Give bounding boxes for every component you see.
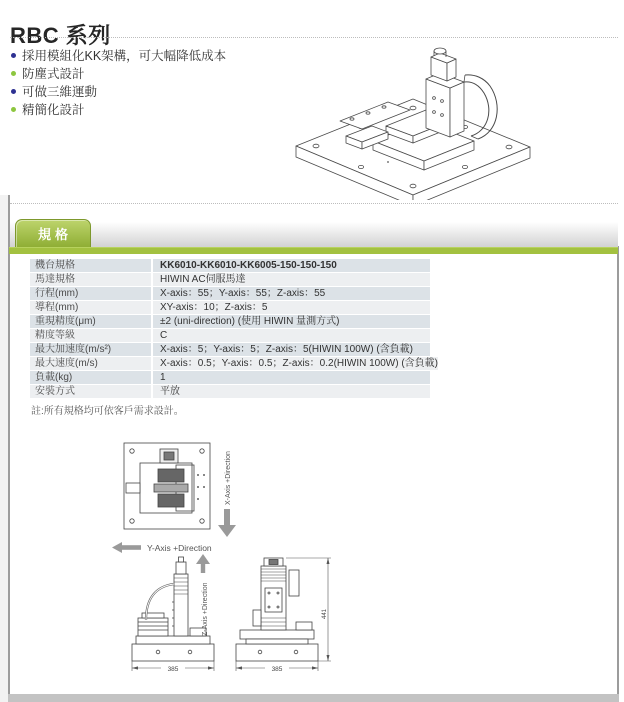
left-border-line bbox=[8, 195, 10, 702]
spec-value: C bbox=[153, 329, 430, 342]
feature-item bbox=[10, 100, 226, 118]
spec-table bbox=[30, 259, 439, 399]
table-row bbox=[30, 259, 430, 272]
dim-left-width: 385 bbox=[167, 665, 179, 673]
spec-label: 馬達規格 bbox=[30, 273, 151, 286]
table-row bbox=[30, 385, 430, 398]
bullet-icon bbox=[11, 53, 16, 58]
spec-label: 精度等級 bbox=[30, 329, 151, 342]
table-row bbox=[30, 357, 439, 370]
spec-value: XY-axis：10；Z-axis：5 bbox=[153, 301, 430, 314]
spec-label: 最大速度(m/s) bbox=[30, 357, 151, 370]
bottom-border-strip bbox=[8, 694, 619, 702]
z-axis-direction-label: Z-Axis +Direction bbox=[202, 582, 209, 636]
feature-item bbox=[10, 82, 226, 100]
feature-list bbox=[10, 46, 226, 118]
dotted-divider-top bbox=[10, 37, 618, 38]
feature-item bbox=[10, 64, 226, 82]
spec-label: 行程(mm) bbox=[30, 287, 151, 300]
table-row bbox=[30, 343, 430, 356]
spec-value: X-axis：0.5；Y-axis：0.5；Z-axis：0.2(HIWIN 100W) (含負載) bbox=[153, 357, 438, 370]
side-view-drawings bbox=[128, 552, 348, 677]
top-view-drawing bbox=[118, 437, 248, 539]
feature-item bbox=[10, 46, 226, 64]
bullet-icon bbox=[11, 71, 16, 76]
page-title: RBC 系列 bbox=[10, 22, 111, 48]
table-row bbox=[30, 273, 430, 286]
table-row bbox=[30, 371, 430, 384]
y-axis-direction-label: Y-Axis +Direction bbox=[147, 542, 212, 553]
x-axis-direction-label: X-Axis +Direction bbox=[225, 451, 232, 505]
spec-label: 最大加速度(m/s²) bbox=[30, 343, 151, 356]
machine-isometric-drawing bbox=[288, 40, 538, 200]
tab-strip-background bbox=[10, 222, 618, 247]
dim-front-width: 385 bbox=[271, 665, 283, 673]
table-row bbox=[30, 301, 430, 314]
spec-value: X-axis：55；Y-axis：55；Z-axis：55 bbox=[153, 287, 430, 300]
bullet-icon bbox=[11, 107, 16, 112]
spec-label: 機台規格 bbox=[30, 259, 151, 272]
feature-text: 精簡化設計 bbox=[22, 103, 85, 117]
spec-label: 重現精度(μm) bbox=[30, 315, 151, 328]
green-divider-bar bbox=[9, 247, 618, 254]
spec-label: 負載(kg) bbox=[30, 371, 151, 384]
right-border-line bbox=[617, 246, 619, 702]
tab-label: 規格 bbox=[37, 227, 72, 242]
table-row bbox=[30, 315, 430, 328]
feature-text: 採用模組化KK架構，可大幅降低成本 bbox=[22, 49, 227, 63]
spec-value-model: KK6010-KK6010-KK6005-150-150-150 bbox=[153, 259, 430, 272]
bullet-icon bbox=[11, 89, 16, 94]
x-axis-arrow-icon bbox=[218, 509, 236, 537]
spec-note: 註:所有規格均可依客戶需求設計。 bbox=[31, 406, 184, 417]
spec-value: X-axis：5；Y-axis：5；Z-axis：5(HIWIN 100W) (含負載) bbox=[153, 343, 430, 356]
table-row bbox=[30, 329, 430, 342]
table-row bbox=[30, 287, 430, 300]
dotted-divider-mid bbox=[10, 203, 618, 204]
dim-front-height: 441 bbox=[322, 608, 328, 620]
spec-value: HIWIN AC伺服馬達 bbox=[153, 273, 430, 286]
feature-text: 可做三維運動 bbox=[22, 85, 98, 99]
z-axis-arrow-icon bbox=[196, 554, 210, 573]
spec-value: ±2 (uni-direction) (使用 HIWIN 量測方式) bbox=[153, 315, 430, 328]
spec-label: 導程(mm) bbox=[30, 301, 151, 314]
feature-text: 防塵式設計 bbox=[22, 67, 85, 81]
tab-specifications[interactable] bbox=[15, 219, 91, 247]
spec-value: 1 bbox=[153, 371, 430, 384]
spec-value: 平放 bbox=[153, 385, 430, 398]
spec-label: 安裝方式 bbox=[30, 385, 151, 398]
left-margin-strip bbox=[0, 195, 8, 702]
